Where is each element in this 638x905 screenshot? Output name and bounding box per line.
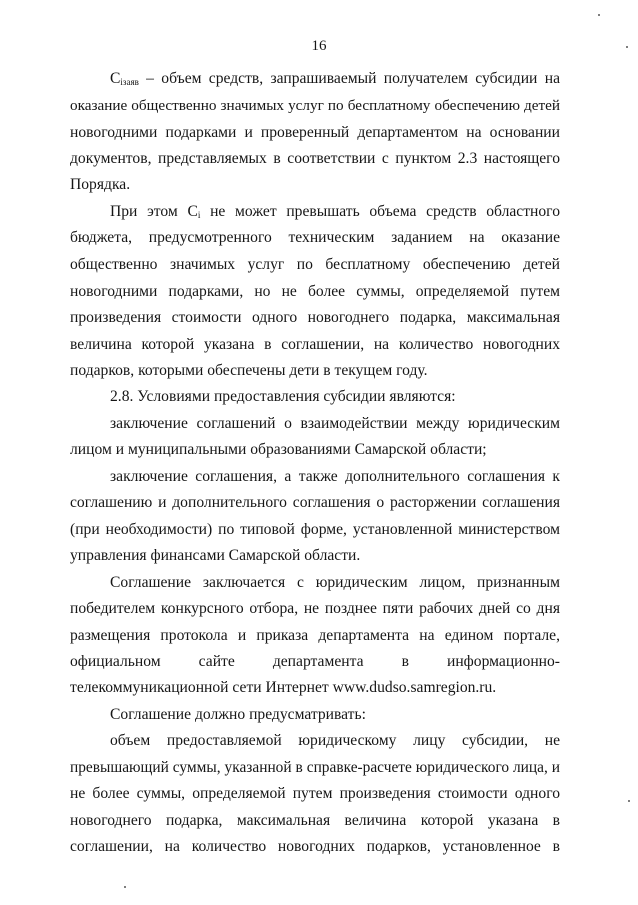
text-line: новогоднего подарка, максимальная величина которой указана в bbox=[70, 812, 560, 829]
text-line: бюджета, предусмотренного техническим заданием на оказание bbox=[70, 229, 560, 246]
text-line: размещения протокола и приказа департамента на едином портале, bbox=[70, 627, 560, 644]
text-line: Соглашение должно предусматривать: bbox=[110, 706, 366, 723]
text-line: $C_{iзаяв}$ – объем средств, запрашиваемый получателем субсидии на bbox=[110, 70, 560, 87]
text-line: официальном сайте департамента в информационно- bbox=[70, 653, 560, 670]
text-line: заключение соглашений о взаимодействии между юридическим bbox=[110, 415, 560, 432]
text-line: (при необходимости) по типовой форме, установленной министерством bbox=[70, 521, 560, 538]
text-line: превышающий суммы, указанной в справке-расчете юридического лица, и bbox=[70, 759, 560, 776]
text-line: лицом и муниципальными образованиями Самарской области; bbox=[70, 441, 487, 458]
text-line: При этом $C_i$ не может превышать объема средств областного bbox=[110, 203, 560, 220]
scan-speck bbox=[626, 46, 628, 48]
text-line: величина которой указана в соглашении, на количество новогодних bbox=[70, 336, 560, 353]
text-line: объем предоставляемой юридическому лицу субсидии, не bbox=[110, 732, 560, 749]
text-line: документов, представляемых в соответствии с пунктом 2.3 настоящего bbox=[70, 150, 560, 167]
scan-speck bbox=[124, 886, 126, 888]
text-line: телекоммуникационной сети Интернет www.dudso.samregion.ru. bbox=[70, 679, 497, 696]
text-line: не более суммы, определяемой путем произведения стоимости одного bbox=[70, 785, 560, 802]
text-line: Соглашение заключается с юридическим лицом, признанным bbox=[110, 574, 560, 591]
text-line: победителем конкурсного отбора, не позднее пяти рабочих дней со дня bbox=[70, 600, 560, 617]
text-line: новогодними подарками и проверенный департаментом на основании bbox=[70, 124, 560, 141]
text-line: управления финансами Самарской области. bbox=[70, 547, 361, 564]
text-line: заключение соглашения, а также дополнительного соглашения к bbox=[110, 468, 560, 485]
text-line: общественно значимых услуг по бесплатному обеспечению детей bbox=[70, 256, 560, 273]
text-line: соглашению и дополнительного соглашения о расторжении соглашения bbox=[70, 494, 560, 511]
text-line: произведения стоимости одного новогоднего подарка, максимальная bbox=[70, 309, 560, 326]
text-line: подарков, которыми обеспечены дети в текущем году. bbox=[70, 362, 428, 379]
text-line: Порядка. bbox=[70, 176, 131, 193]
text-line: 2.8. Условиями предоставления субсидии являются: bbox=[110, 388, 456, 405]
text-line: соглашении, на количество новогодних подарков, установленное в bbox=[70, 838, 560, 855]
scan-speck bbox=[598, 14, 600, 16]
page-number: 16 bbox=[311, 38, 327, 54]
text-line: новогодними подарками, но не более суммы, определяемой путем bbox=[70, 283, 560, 300]
scan-speck bbox=[628, 800, 630, 802]
text-line: оказание общественно значимых услуг по бесплатному обеспечению детей bbox=[70, 97, 560, 114]
